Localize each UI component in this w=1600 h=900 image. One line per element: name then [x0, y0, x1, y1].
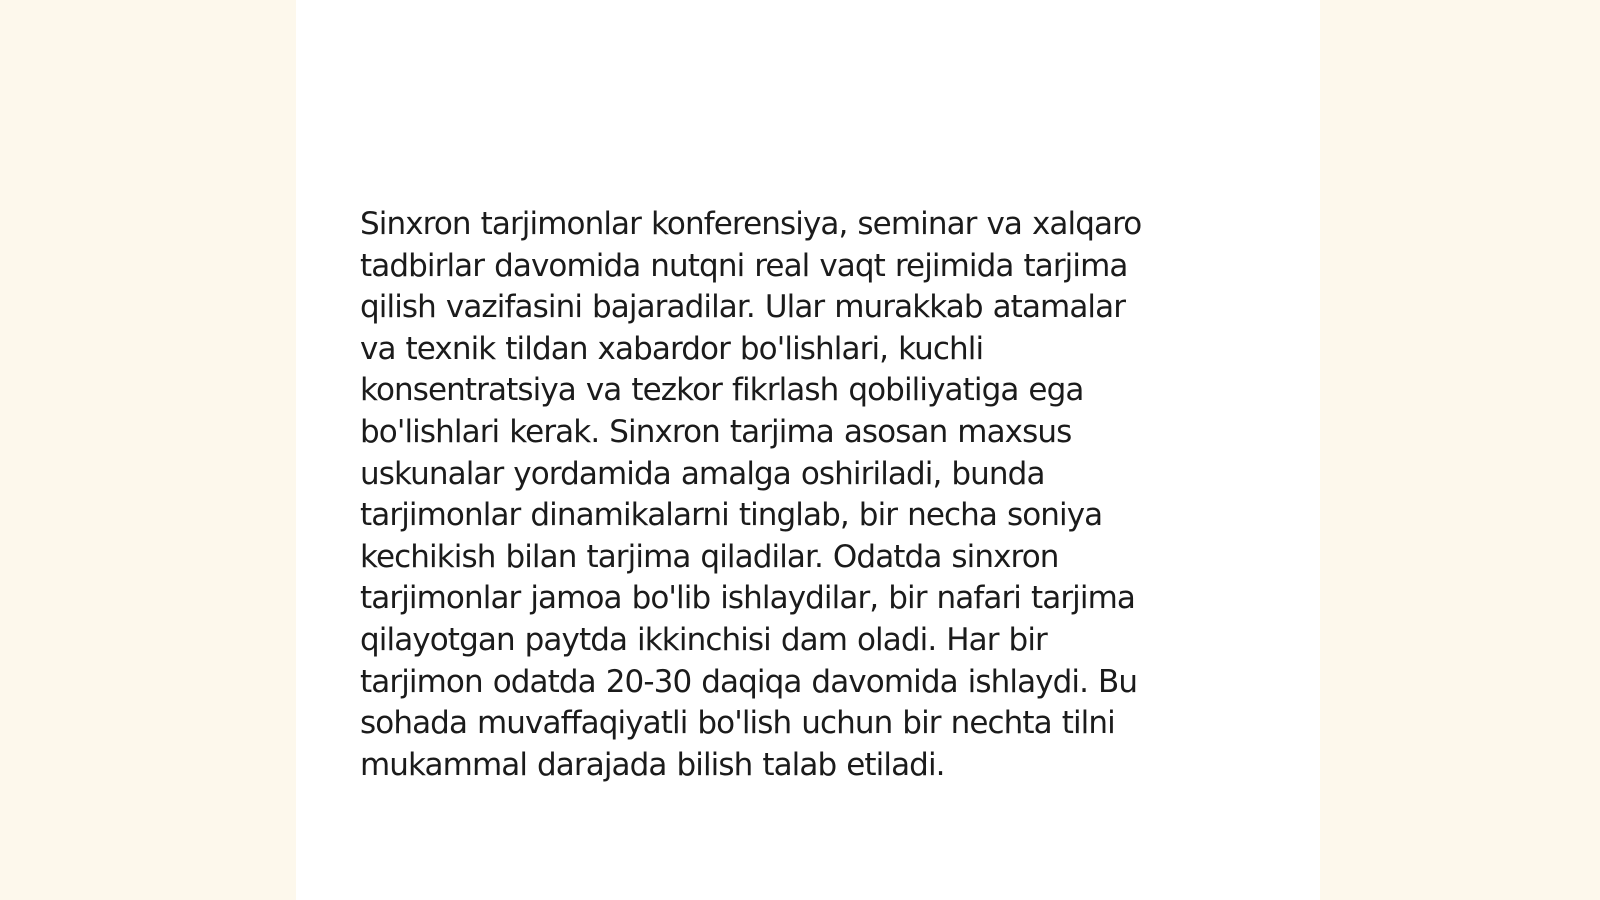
right-margin-background — [1320, 0, 1600, 900]
paragraph-line: tarjimon odatda 20-30 daqiqa davomida ishlaydi. Bu — [360, 663, 1138, 700]
paragraph-line: kechikish bilan tarjima qiladilar. Odatda sinxron — [360, 538, 1059, 575]
paragraph-line: qilayotgan paytda ikkinchisi dam oladi. Har bir — [360, 621, 1047, 658]
paragraph-line: tarjimonlar dinamikalarni tinglab, bir necha soniya — [360, 497, 1103, 534]
paragraph-line: qilish vazifasini bajaradilar. Ular murakkab atamalar — [360, 289, 1126, 326]
body-paragraph — [360, 204, 1240, 786]
document-page — [296, 0, 1320, 900]
paragraph-line: tadbirlar davomida nutqni real vaqt rejimida tarjima — [360, 247, 1128, 284]
paragraph-line: sohada muvaffaqiyatli bo'lish uchun bir nechta tilni — [360, 705, 1115, 742]
paragraph-line: mukammal darajada bilish talab etiladi. — [360, 746, 945, 783]
paragraph-line: tarjimonlar jamoa bo'lib ishlaydilar, bir nafari tarjima — [360, 580, 1135, 617]
paragraph-line: bo'lishlari kerak. Sinxron tarjima asosan maxsus — [360, 413, 1072, 450]
paragraph-line: va texnik tildan xabardor bo'lishlari, kuchli — [360, 330, 984, 367]
paragraph-line: Sinxron tarjimonlar konferensiya, seminar va xalqaro — [360, 206, 1142, 242]
left-margin-background — [0, 0, 296, 900]
paragraph-line: konsentratsiya va tezkor fikrlash qobiliyatiga ega — [360, 372, 1084, 409]
paragraph-line: uskunalar yordamida amalga oshiriladi, bunda — [360, 455, 1045, 492]
